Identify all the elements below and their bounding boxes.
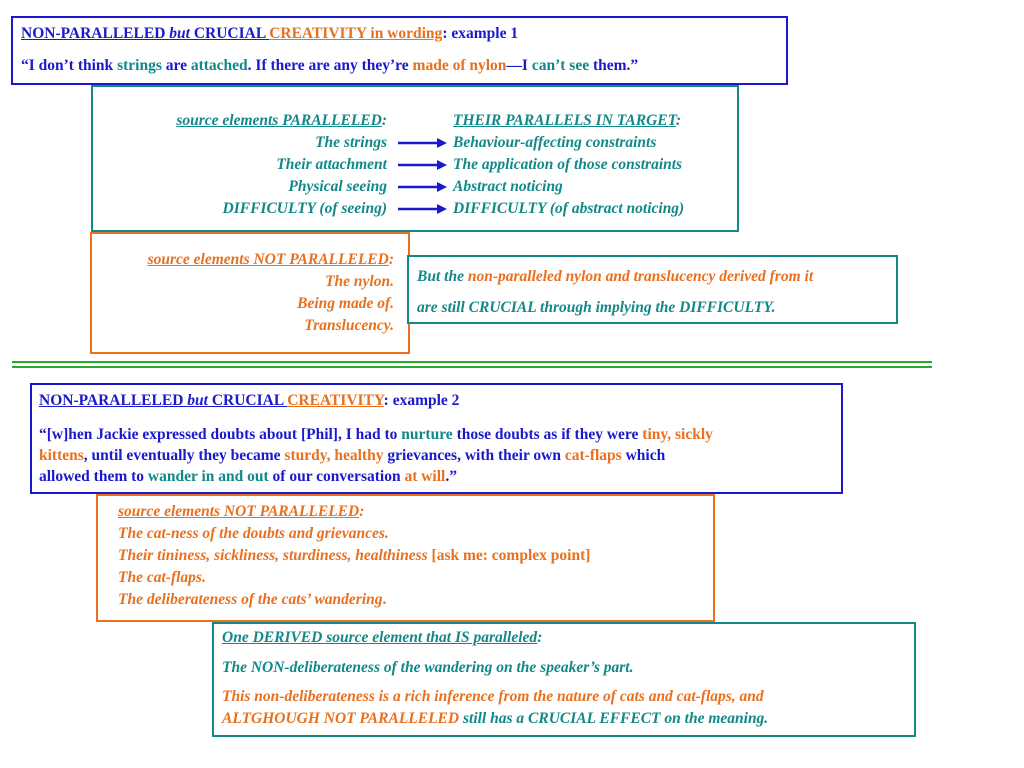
title-part: but [169,25,190,42]
target-item: Behaviour-affecting constraints [453,134,657,151]
quote-segment: can’t see [531,57,590,74]
heading-text: One DERIVED source element that IS paralleled [222,629,538,646]
note-text: non-paralleled nylon and translucency derived from it [467,268,814,285]
title-part: but [187,392,208,409]
not-paralleled-item: Being made of. [297,295,394,312]
example-2-title [39,392,459,410]
colon: : [359,503,365,520]
note-line [417,268,813,286]
quote-segment: nurture [401,426,453,443]
arrow-right-icon [398,181,448,193]
quote-segment: attached [190,57,248,74]
example-1-quote [21,57,638,75]
colon: : [388,251,394,268]
source-paralleled-heading [176,112,387,130]
source-item: Their attachment [276,156,387,173]
quote-segment: cat-flaps [564,447,622,464]
heading-text: source elements PARALLELED [176,112,382,129]
not-paralleled-item: The nylon. [325,273,394,290]
quote-segment: wander in and out [147,468,269,485]
quote-segment: at will [404,468,446,485]
quote-segment: those doubts as if they were [452,426,643,443]
not-paralleled-item: The cat-flaps. [118,569,206,586]
target-item: Abstract noticing [453,178,563,195]
source-item: The strings [315,134,387,151]
not-paralleled-item [118,547,590,565]
example-2-box [30,383,843,494]
quote-segment: , until eventually they became [83,447,285,464]
not-paralleled-item [118,591,386,609]
derived-text: ALTGHOUGH NOT PARALLELED [222,710,460,727]
paralleled-box [91,85,739,232]
derived-text: still has a CRUCIAL EFFECT on the meaning. [459,710,769,727]
note-box-1 [407,255,898,324]
example-1-title [21,25,518,43]
colon: : [381,112,387,129]
heading-text: THEIR PARALLELS IN TARGET [453,112,676,129]
target-item: The application of those constraints [453,156,683,173]
note-line: are still CRUCIAL through implying the DIFFICULTY. [417,299,776,316]
quote-segment: “[w]hen Jackie expressed doubts about [Phil], I had to [39,426,402,443]
quote-segment: —I [506,57,532,74]
target-item: DIFFICULTY (of abstract noticing) [453,200,685,217]
example-1-box [11,16,788,85]
colon: : [675,112,682,129]
arrow-right-icon [398,203,448,215]
source-item: Physical seeing [288,178,387,195]
not-paralleled-box-1 [90,232,410,354]
title-part: CRUCIAL [207,392,288,409]
quote-segment: are [161,57,191,74]
quote-segment: kittens [39,447,84,464]
arrow-right-icon [398,159,448,171]
target-paralleled-heading [453,112,681,130]
heading-text: source elements NOT PARALLELED [118,503,360,520]
title-part: : example 2 [383,392,460,409]
derived-element-box [212,622,916,737]
title-part: CRUCIAL [189,25,270,42]
not-paralleled-item: The cat-ness of the doubts and grievances. [118,525,389,542]
not-paralleled-box-2 [96,494,715,622]
not-paralleled-heading [148,251,394,269]
quote-segment: grievances, with their own [383,447,565,464]
quote-segment: tiny, sickly [642,426,713,443]
not-paralleled-item: Translucency. [304,317,394,334]
title-creativity: CREATIVITY [287,392,384,409]
title-part: NON-PARALLELED [39,392,188,409]
divider-line [12,366,932,368]
derived-heading [222,629,542,647]
derived-line [222,710,768,728]
item-text: Their tininess, sickliness, sturdiness, healthiness [118,547,432,564]
heading-text: source elements NOT PARALLELED [147,251,389,268]
note-text: But the [417,268,468,285]
item-text: The deliberateness of the cats’ wandering [118,591,383,608]
quote-segment: .” [445,468,457,485]
example-2-quote-line [39,468,457,486]
quote-segment: them.” [589,57,639,74]
arrow-right-icon [398,137,448,149]
not-paralleled-heading [118,503,364,521]
item-note: [ask me: complex point] [431,547,591,564]
quote-segment: allowed them to [39,468,148,485]
quote-segment: sturdy, healthy [284,447,384,464]
title-part: : example 1 [442,25,519,42]
quote-segment: strings [117,57,162,74]
divider-line [12,361,932,363]
quote-segment: “I don’t think [21,57,118,74]
quote-segment: made of nylon [412,57,507,74]
derived-line: The NON-deliberateness of the wandering on the speaker’s part. [222,659,634,676]
colon: : [537,629,543,646]
quote-segment: of our conversation [268,468,405,485]
example-2-quote-line [39,447,665,465]
title-creativity: CREATIVITY in wording [269,25,443,42]
example-2-quote-line [39,426,713,444]
derived-line: This non-deliberateness is a rich inference from the nature of cats and cat-flaps, and [222,688,764,705]
source-item: DIFFICULTY (of seeing) [222,200,387,217]
title-part: NON-PARALLELED [21,25,170,42]
item-text: . [382,591,387,608]
quote-segment: . If there are any they’re [247,57,413,74]
quote-segment: which [621,447,666,464]
